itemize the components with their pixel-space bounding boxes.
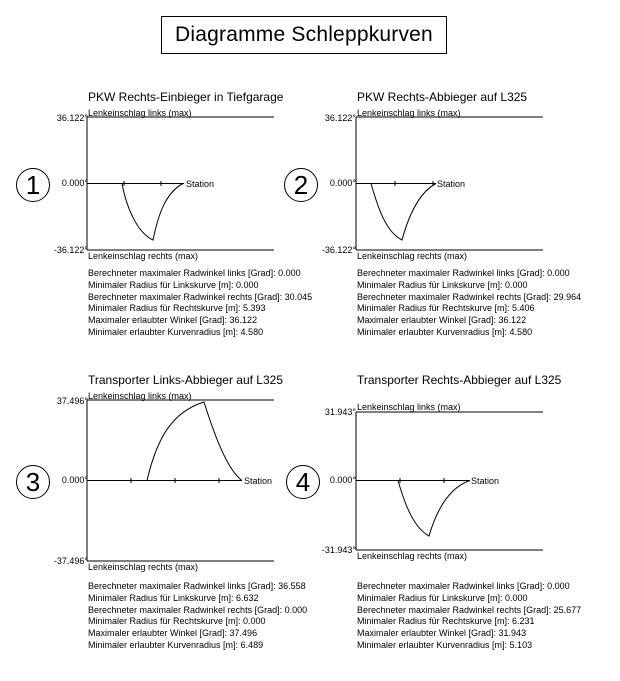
stat-line: Minimaler erlaubter Kurvenradius [m]: 4.580 [88,326,264,337]
stat-line: Maximaler erlaubter Winkel [Grad]: 36.122 [88,315,258,326]
stat-line: Berechneter maximaler Radwinkel rechts [Grad]: 29.964 [357,291,582,302]
stat-line: Minimaler Radius für Linkskurve [m]: 0.000 [357,592,528,603]
stat-line: Maximaler erlaubter Winkel [Grad]: 31.943 [357,628,527,639]
stat-line: Minimaler erlaubter Kurvenradius [m]: 4.580 [357,326,533,337]
zero-label: 0.000° [329,475,356,485]
stat-line: Minimaler Radius für Rechtskurve [m]: 6.231 [357,616,535,627]
stat-line: Maximaler erlaubter Winkel [Grad]: 36.122 [357,315,527,326]
zero-label: 0.000° [61,178,88,188]
ymin-label: -37.496° [53,556,88,566]
ymax-label: 31.943° [324,407,356,417]
stat-line: Berechneter maximaler Radwinkel rechts [Grad]: 0.000 [88,604,308,615]
panel-number: 3 [16,465,50,499]
label-max-left: Lenkeinschlag links (max) [357,402,461,412]
stat-line: Minimaler Radius für Rechtskurve [m]: 5.393 [88,303,266,314]
stat-line: Berechneter maximaler Radwinkel links [Grad]: 0.000 [357,581,570,591]
stat-line: Minimaler Radius für Linkskurve [m]: 0.000 [88,279,259,290]
stat-line: Berechneter maximaler Radwinkel rechts [Grad]: 30.045 [88,291,313,302]
stat-line: Minimaler Radius für Linkskurve [m]: 6.632 [88,592,259,603]
stat-line: Berechneter maximaler Radwinkel rechts [Grad]: 25.677 [357,604,582,615]
zero-label: 0.000° [329,178,356,188]
zero-label: 0.000° [61,475,88,485]
panel-number: 1 [16,168,50,202]
ymin-label: -36.122° [321,245,356,255]
stat-line: Maximaler erlaubter Winkel [Grad]: 37.496 [88,628,258,639]
label-max-left: Lenkeinschlag links (max) [88,391,192,401]
stats-block [357,581,581,652]
label-max-right: Lenkeinschlag rechts (max) [357,251,468,261]
stat-line: Minimaler Radius für Linkskurve [m]: 0.000 [357,279,528,290]
ymax-label: 36.122° [56,113,88,123]
stats-block [88,268,312,339]
stat-line: Minimaler erlaubter Kurvenradius [m]: 5.103 [357,639,533,650]
station-label: Station [471,476,500,486]
ymax-label: 36.122° [324,113,356,123]
stats-block [357,268,581,339]
panel-title: Transporter Rechts-Abbieger auf L325 [357,373,562,387]
label-max-left: Lenkeinschlag links (max) [88,108,192,118]
curve [87,184,183,241]
curve [87,402,242,481]
stat-line: Minimaler Radius für Rechtskurve [m]: 0.000 [88,616,266,627]
station-label: Station [186,179,215,189]
panel-number: 2 [284,168,318,202]
label-max-left: Lenkeinschlag links (max) [357,108,461,118]
stat-line: Minimaler erlaubter Kurvenradius [m]: 6.489 [88,639,264,650]
curve [356,184,436,241]
page-title: Diagramme Schleppkurven [161,16,447,54]
ymin-label: -31.943° [321,545,356,555]
curve [356,481,470,537]
panel-title: PKW Rechts-Abbieger auf L325 [357,90,528,104]
label-max-right: Lenkeinschlag rechts (max) [88,562,199,572]
label-max-right: Lenkeinschlag rechts (max) [357,551,468,561]
stats-block [88,581,307,652]
station-label: Station [244,476,273,486]
panel-number: 4 [286,465,320,499]
label-max-right: Lenkeinschlag rechts (max) [88,251,199,261]
panel-title: PKW Rechts-Einbieger in Tiefgarage [88,90,284,104]
ymin-label: -36.122° [53,245,88,255]
stat-line: Berechneter maximaler Radwinkel links [Grad]: 0.000 [88,268,301,278]
stat-line: Minimaler Radius für Rechtskurve [m]: 5.406 [357,303,535,314]
ymax-label: 37.496° [56,396,88,406]
station-label: Station [437,179,466,189]
panel-title: Transporter Links-Abbieger auf L325 [88,373,283,387]
stat-line: Berechneter maximaler Radwinkel links [Grad]: 36.558 [88,581,306,591]
stat-line: Berechneter maximaler Radwinkel links [Grad]: 0.000 [357,268,570,278]
